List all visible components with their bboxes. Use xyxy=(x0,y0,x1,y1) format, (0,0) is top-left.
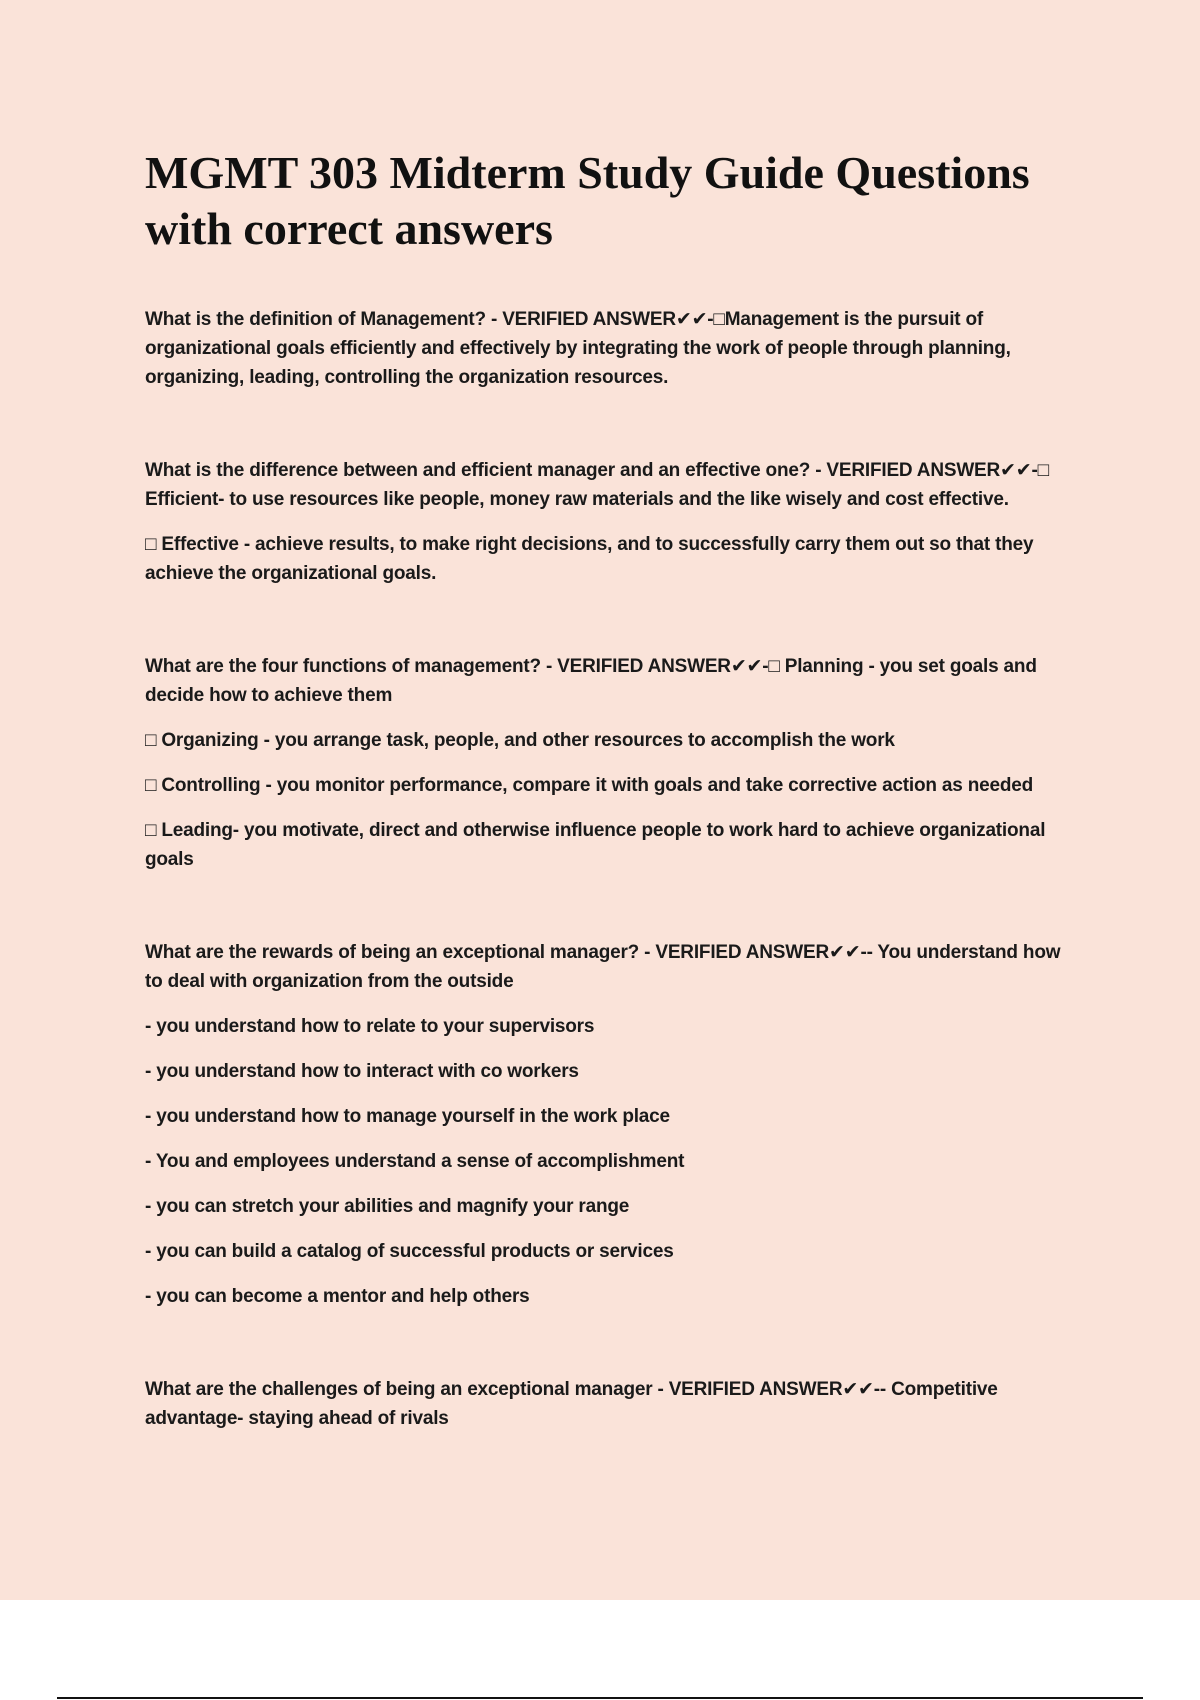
qa-line: □ Effective - achieve results, to make right decisions, and to successfully carry them out so that they achieve the organizational goals. xyxy=(145,534,1034,584)
qa-line: □ Organizing - you arrange task, people, and other resources to accomplish the work xyxy=(145,730,895,751)
qa-item-challenges xyxy=(145,1375,1080,1433)
page-divider-line xyxy=(57,1697,1143,1699)
qa-line: □ Leading- you motivate, direct and otherwise influence people to work hard to achieve organizational goals xyxy=(145,820,1046,870)
qa-item-efficient-vs-effective xyxy=(145,456,1080,588)
qa-line: - you understand how to manage yourself in the work place xyxy=(145,1106,670,1127)
document-title: MGMT 303 Midterm Study Guide Questions with correct answers xyxy=(145,147,1030,254)
qa-item-rewards xyxy=(145,938,1080,1311)
qa-line: What are the rewards of being an exceptional manager? - VERIFIED ANSWER✔✔-- You understand how to deal with organization from the outside xyxy=(145,942,1061,992)
qa-line: What is the difference between and efficient manager and an effective one? - VERIFIED ANSWER✔✔-□ Efficient- to use resources like people, money raw materials and the like wisely and cost effective. xyxy=(145,460,1049,510)
qa-item-four-functions xyxy=(145,652,1080,874)
qa-line: - You and employees understand a sense of accomplishment xyxy=(145,1151,685,1172)
qa-line: What is the definition of Management? - VERIFIED ANSWER✔✔-□Management is the pursuit of organizational goals efficiently and effectively by integrating the work of people through planning, organizing, leading, controlling the organization resources. xyxy=(145,309,1011,388)
qa-line: - you can become a mentor and help others xyxy=(145,1286,530,1307)
qa-line: - you can build a catalog of successful products or services xyxy=(145,1241,674,1262)
qa-line: - you understand how to interact with co workers xyxy=(145,1061,579,1082)
qa-line: □ Controlling - you monitor performance, compare it with goals and take corrective action as needed xyxy=(145,775,1034,796)
qa-line: - you can stretch your abilities and magnify your range xyxy=(145,1196,630,1217)
qa-line: - you understand how to relate to your supervisors xyxy=(145,1016,595,1037)
document-content xyxy=(145,145,1080,1497)
qa-item-definition-of-management xyxy=(145,305,1080,392)
qa-line: What are the challenges of being an exceptional manager - VERIFIED ANSWER✔✔-- Competitive advantage- staying ahead of rivals xyxy=(145,1379,998,1429)
qa-line: What are the four functions of management? - VERIFIED ANSWER✔✔-□ Planning - you set goals and decide how to achieve them xyxy=(145,656,1037,706)
